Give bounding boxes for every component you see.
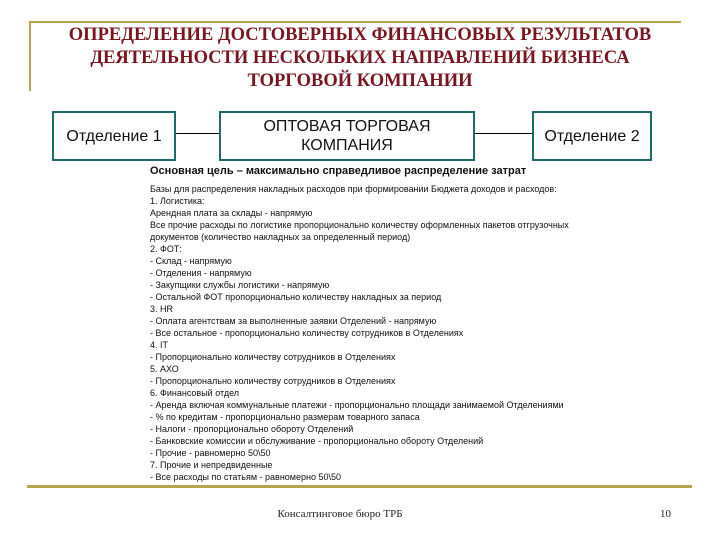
list-line: - Банковские комиссии и обслуживание - пропорционально обороту Отделений — [150, 436, 484, 446]
list-line: - Налоги - пропорционально обороту Отделений — [150, 424, 354, 434]
list-line: 4. IT — [150, 340, 169, 350]
list-line: - Оплата агентствам за выполненные заявки Отделений - напрямую — [150, 316, 437, 326]
list-line: - Прочие - равномерно 50\50 — [150, 448, 271, 458]
left-rule — [29, 21, 31, 91]
list-line: документов (количество накладных за определенный период) — [150, 232, 411, 242]
list-line: 7. Прочие и непредвиденные — [150, 460, 273, 470]
top-rule — [29, 21, 681, 23]
list-line: - Остальной ФОТ пропорционально количеству накладных за период — [150, 292, 442, 302]
division-1-box: Отделение 1 — [52, 111, 176, 161]
list-line: - Пропорционально количеству сотрудников в Отделениях — [150, 352, 396, 362]
list-line: Базы для распределения накладных расходов при формировании Бюджета доходов и расходов: — [150, 184, 557, 194]
list-line: 5. АХО — [150, 364, 179, 374]
list-line: - Склад - напрямую — [150, 256, 232, 266]
list-line: - Все расходы по статьям - равномерно 50\50 — [150, 472, 341, 482]
list-line: - Аренда включая коммунальные платежи - пропорционально площади занимаемой Отделениями — [150, 400, 564, 410]
list-line: 3. HR — [150, 304, 174, 314]
list-line: 2. ФОТ: — [150, 244, 182, 254]
main-goal: Основная цель – максимально справедливое распределение затрат — [150, 165, 527, 177]
page-number: 10 — [660, 508, 671, 520]
connector-right — [474, 133, 532, 134]
list-line: 1. Логистика: — [150, 196, 205, 206]
allocation-bases-list — [150, 183, 569, 483]
list-line: 6. Финансовый отдел — [150, 388, 240, 398]
list-line: - Закупщики службы логистики - напрямую — [150, 280, 330, 290]
list-line: - Пропорционально количеству сотрудников в Отделениях — [150, 376, 396, 386]
division-2-box: Отделение 2 — [532, 111, 652, 161]
list-line: Все прочие расходы по логистике пропорционально количеству оформленных пакетов отгрузочных — [150, 220, 569, 230]
company-box: ОПТОВАЯ ТОРГОВАЯ КОМПАНИЯ — [219, 111, 475, 161]
list-line: - Отделения - напрямую — [150, 268, 252, 278]
list-line: - Все остальное - пропорционально количеству сотрудников в Отделениях — [150, 328, 464, 338]
list-line: Арендная плата за склады - напрямую — [150, 208, 313, 218]
footer-text: Консалтинговое бюро ТРБ — [277, 508, 403, 520]
connector-left — [175, 133, 220, 134]
list-line: - % по кредитам - пропорционально размерам товарного запаса — [150, 412, 420, 422]
bottom-rule — [27, 485, 692, 488]
slide-title: ОПРЕДЕЛЕНИЕ ДОСТОВЕРНЫХ ФИНАНСОВЫХ РЕЗУЛЬТАТОВ ДЕЯТЕЛЬНОСТИ НЕСКОЛЬКИХ НАПРАВЛЕНИЙ БИЗНЕСА ТОРГОВОЙ КОМПАНИИ — [68, 25, 652, 91]
